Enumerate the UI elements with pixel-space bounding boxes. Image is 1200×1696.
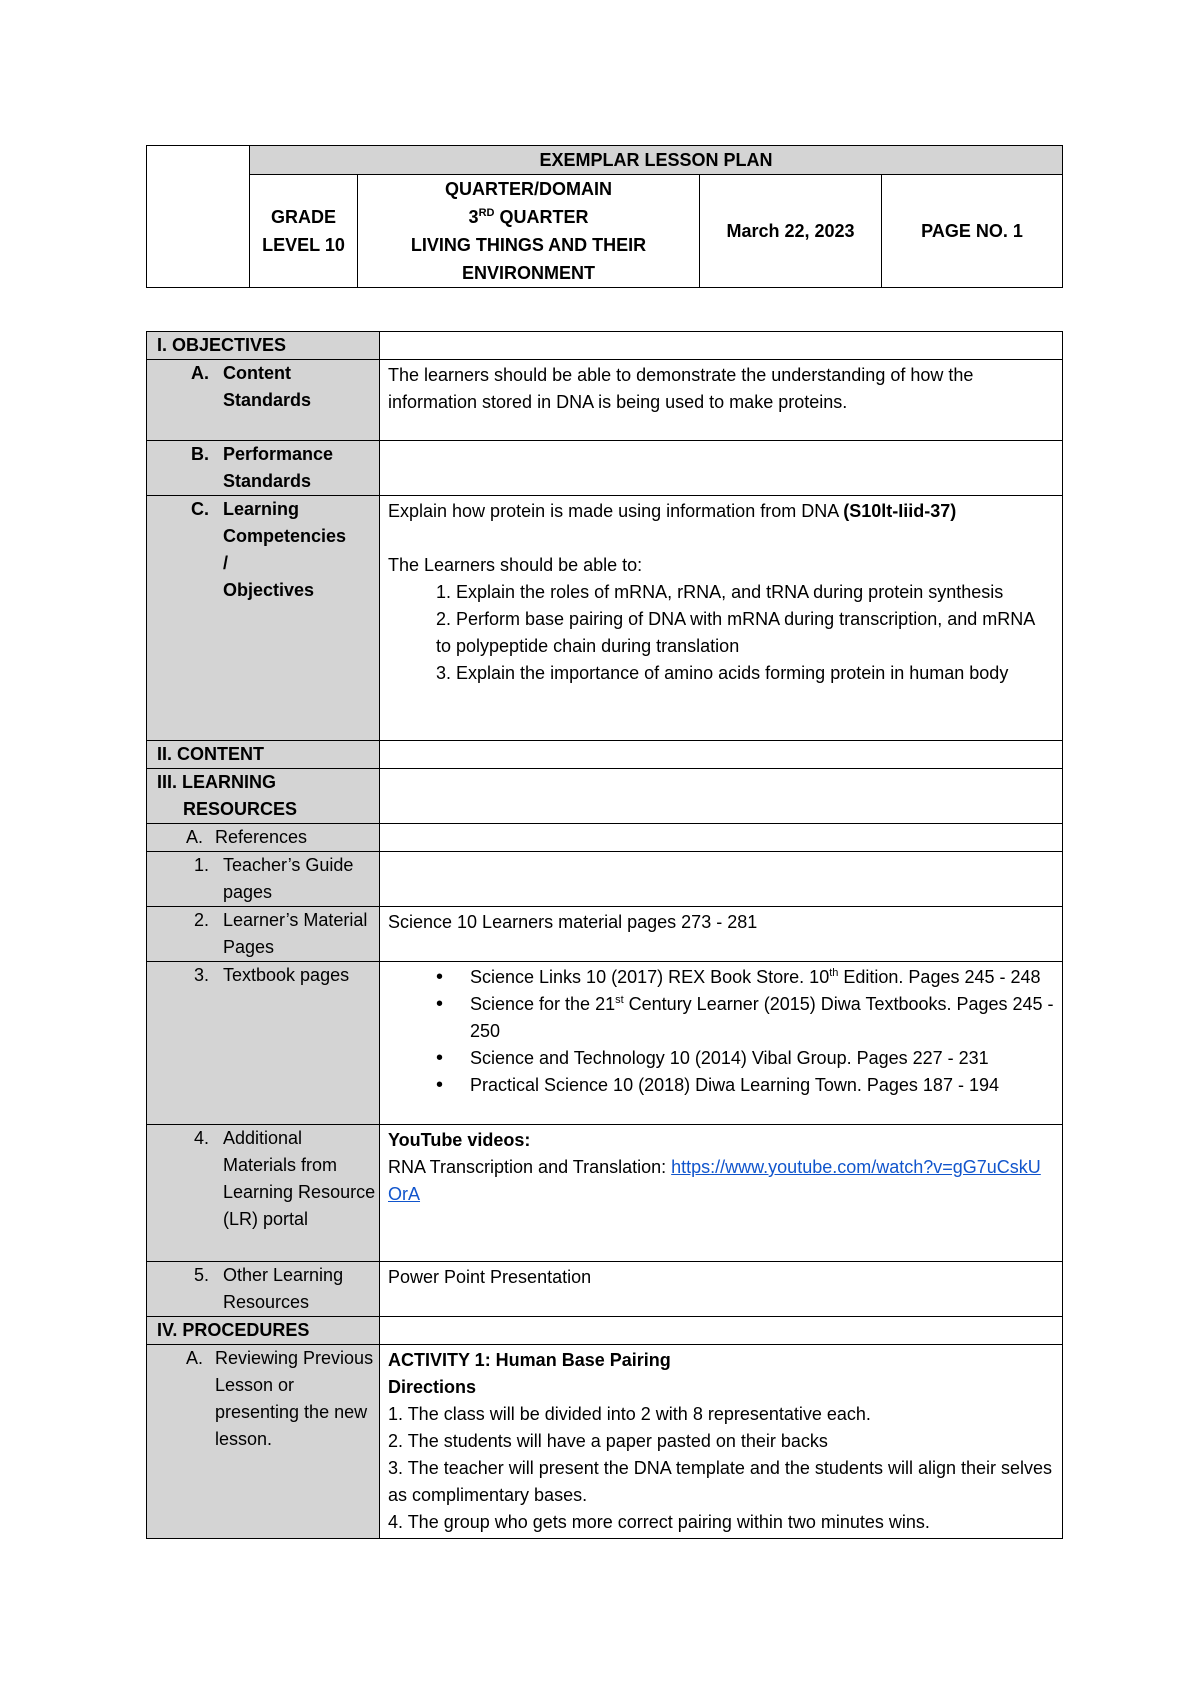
competency-code: (S10lt-Iiid-37) [843,501,957,521]
youtube-link[interactable]: https://www.youtube.com/watch?v=gG7uCskUOrA [388,1157,1041,1204]
item-number: A. [185,1348,203,1368]
teachers-guide-row [147,852,1063,907]
learners-material-text: Science 10 Learners material pages 273 - 281 [388,912,758,932]
list-item: 2. The students will have a paper pasted on their backs [388,1431,828,1451]
list-item: • Science Links 10 (2017) REX Book Store. 10th Edition. Pages 245 - 248 [436,964,1054,991]
list-item: • Science and Technology 10 (2014) Vibal Group. Pages 227 - 231 [436,1045,1054,1072]
lesson-plan-table [146,331,1063,1539]
row-label: Learning Competencies / Objectives [223,499,347,600]
learning-competencies-row [147,496,1063,741]
section-heading: III. LEARNING [157,772,277,792]
other-resources-row [147,1262,1063,1317]
domain-line-1: LIVING THINGS AND THEIR [410,235,647,255]
learners-material-row [147,907,1063,962]
row-label: Learner’s Material Pages [223,910,368,957]
page-number-cell: PAGE NO. 1 [882,175,1063,288]
row-label: Textbook pages [223,965,350,985]
item-number: 5. [193,1265,209,1285]
item-number: 4. [193,1128,209,1148]
row-label: Reviewing Previous Lesson or presenting the new lesson. [215,1348,374,1449]
list-item: 4. The group who gets more correct pairing within two minutes wins. [388,1512,930,1532]
item-number: B. [191,444,209,464]
additional-materials-row [147,1125,1063,1262]
list-item: 3. The teacher will present the DNA template and the students will align their selves as complimentary bases. [388,1458,1053,1505]
textbook-list [388,964,1054,1099]
competency-text: Explain how protein is made using information from DNA (S10lt-Iiid-37) [388,501,957,521]
objectives-intro: The Learners should be able to: [388,555,643,575]
item-number: 2. [193,910,209,930]
section-heading: I. OBJECTIVES [157,335,287,355]
logo-placeholder [147,146,250,288]
references-row [147,824,1063,852]
list-item: • Science for the 21st Century Learner (2015) Diwa Textbooks. Pages 245 - 250 [436,991,1054,1045]
activity-title: ACTIVITY 1: Human Base Pairing [388,1350,671,1370]
section-heading: II. CONTENT [157,744,264,764]
row-label: Content Standards [223,363,312,410]
performance-standards-row [147,441,1063,496]
list-item: 1. The class will be divided into 2 with 8 representative each. [388,1404,871,1424]
row-label: References [215,827,308,847]
quarter-label: QUARTER/DOMAIN [445,179,612,199]
row-label: Teacher’s Guide pages [223,855,354,902]
other-resources-text: Power Point Presentation [388,1267,592,1287]
content-standards-text: The learners should be able to demonstrate the understanding of how the information stored in DNA is being used to make proteins. [388,365,974,412]
grade-value: LEVEL 10 [262,235,345,255]
item-number: 1. [193,855,209,875]
directions-heading: Directions [388,1377,477,1397]
row-label: Other Learning Resources [223,1265,344,1312]
list-item: 2. Perform base pairing of DNA with mRNA during transcription, and mRNA to polypeptide chain during translation [436,609,1035,656]
list-item: • Practical Science 10 (2018) Diwa Learning Town. Pages 187 - 194 [436,1072,1054,1099]
item-number: A. [191,363,209,383]
section-heading-cont: RESOURCES [183,799,298,819]
item-number: A. [185,827,203,847]
procedures-heading-row [147,1317,1063,1345]
video-reference: RNA Transcription and Translation: https://www.youtube.com/watch?v=gG7uCskUOrA [388,1157,1041,1204]
date-cell: March 22, 2023 [700,175,882,288]
lesson-plan-header [146,145,1063,288]
row-label: Performance Standards [223,444,334,491]
youtube-heading: YouTube videos: [388,1130,531,1150]
item-number: C. [191,499,209,519]
quarter-value: 3RD QUARTER [468,207,589,227]
domain-line-2: ENVIRONMENT [461,263,595,283]
list-item: 3. Explain the importance of amino acids forming protein in human body [436,663,1009,683]
content-heading-row [147,741,1063,769]
learning-resources-heading-row [147,769,1063,824]
item-number: 3. [193,965,209,985]
objectives-heading-row [147,332,1063,360]
objectives-list [388,579,1054,687]
section-heading: IV. PROCEDURES [157,1320,310,1340]
row-label: Additional Materials from Learning Resource (LR) portal [223,1128,376,1229]
reviewing-lesson-row [147,1345,1063,1539]
document-title: EXEMPLAR LESSON PLAN [250,146,1063,175]
textbook-pages-row [147,962,1063,1125]
content-standards-row [147,360,1063,441]
grade-label: GRADE [270,207,336,227]
grade-level-cell [250,175,358,288]
list-item: 1. Explain the roles of mRNA, rRNA, and tRNA during protein synthesis [436,582,1004,602]
quarter-domain-cell [358,175,700,288]
